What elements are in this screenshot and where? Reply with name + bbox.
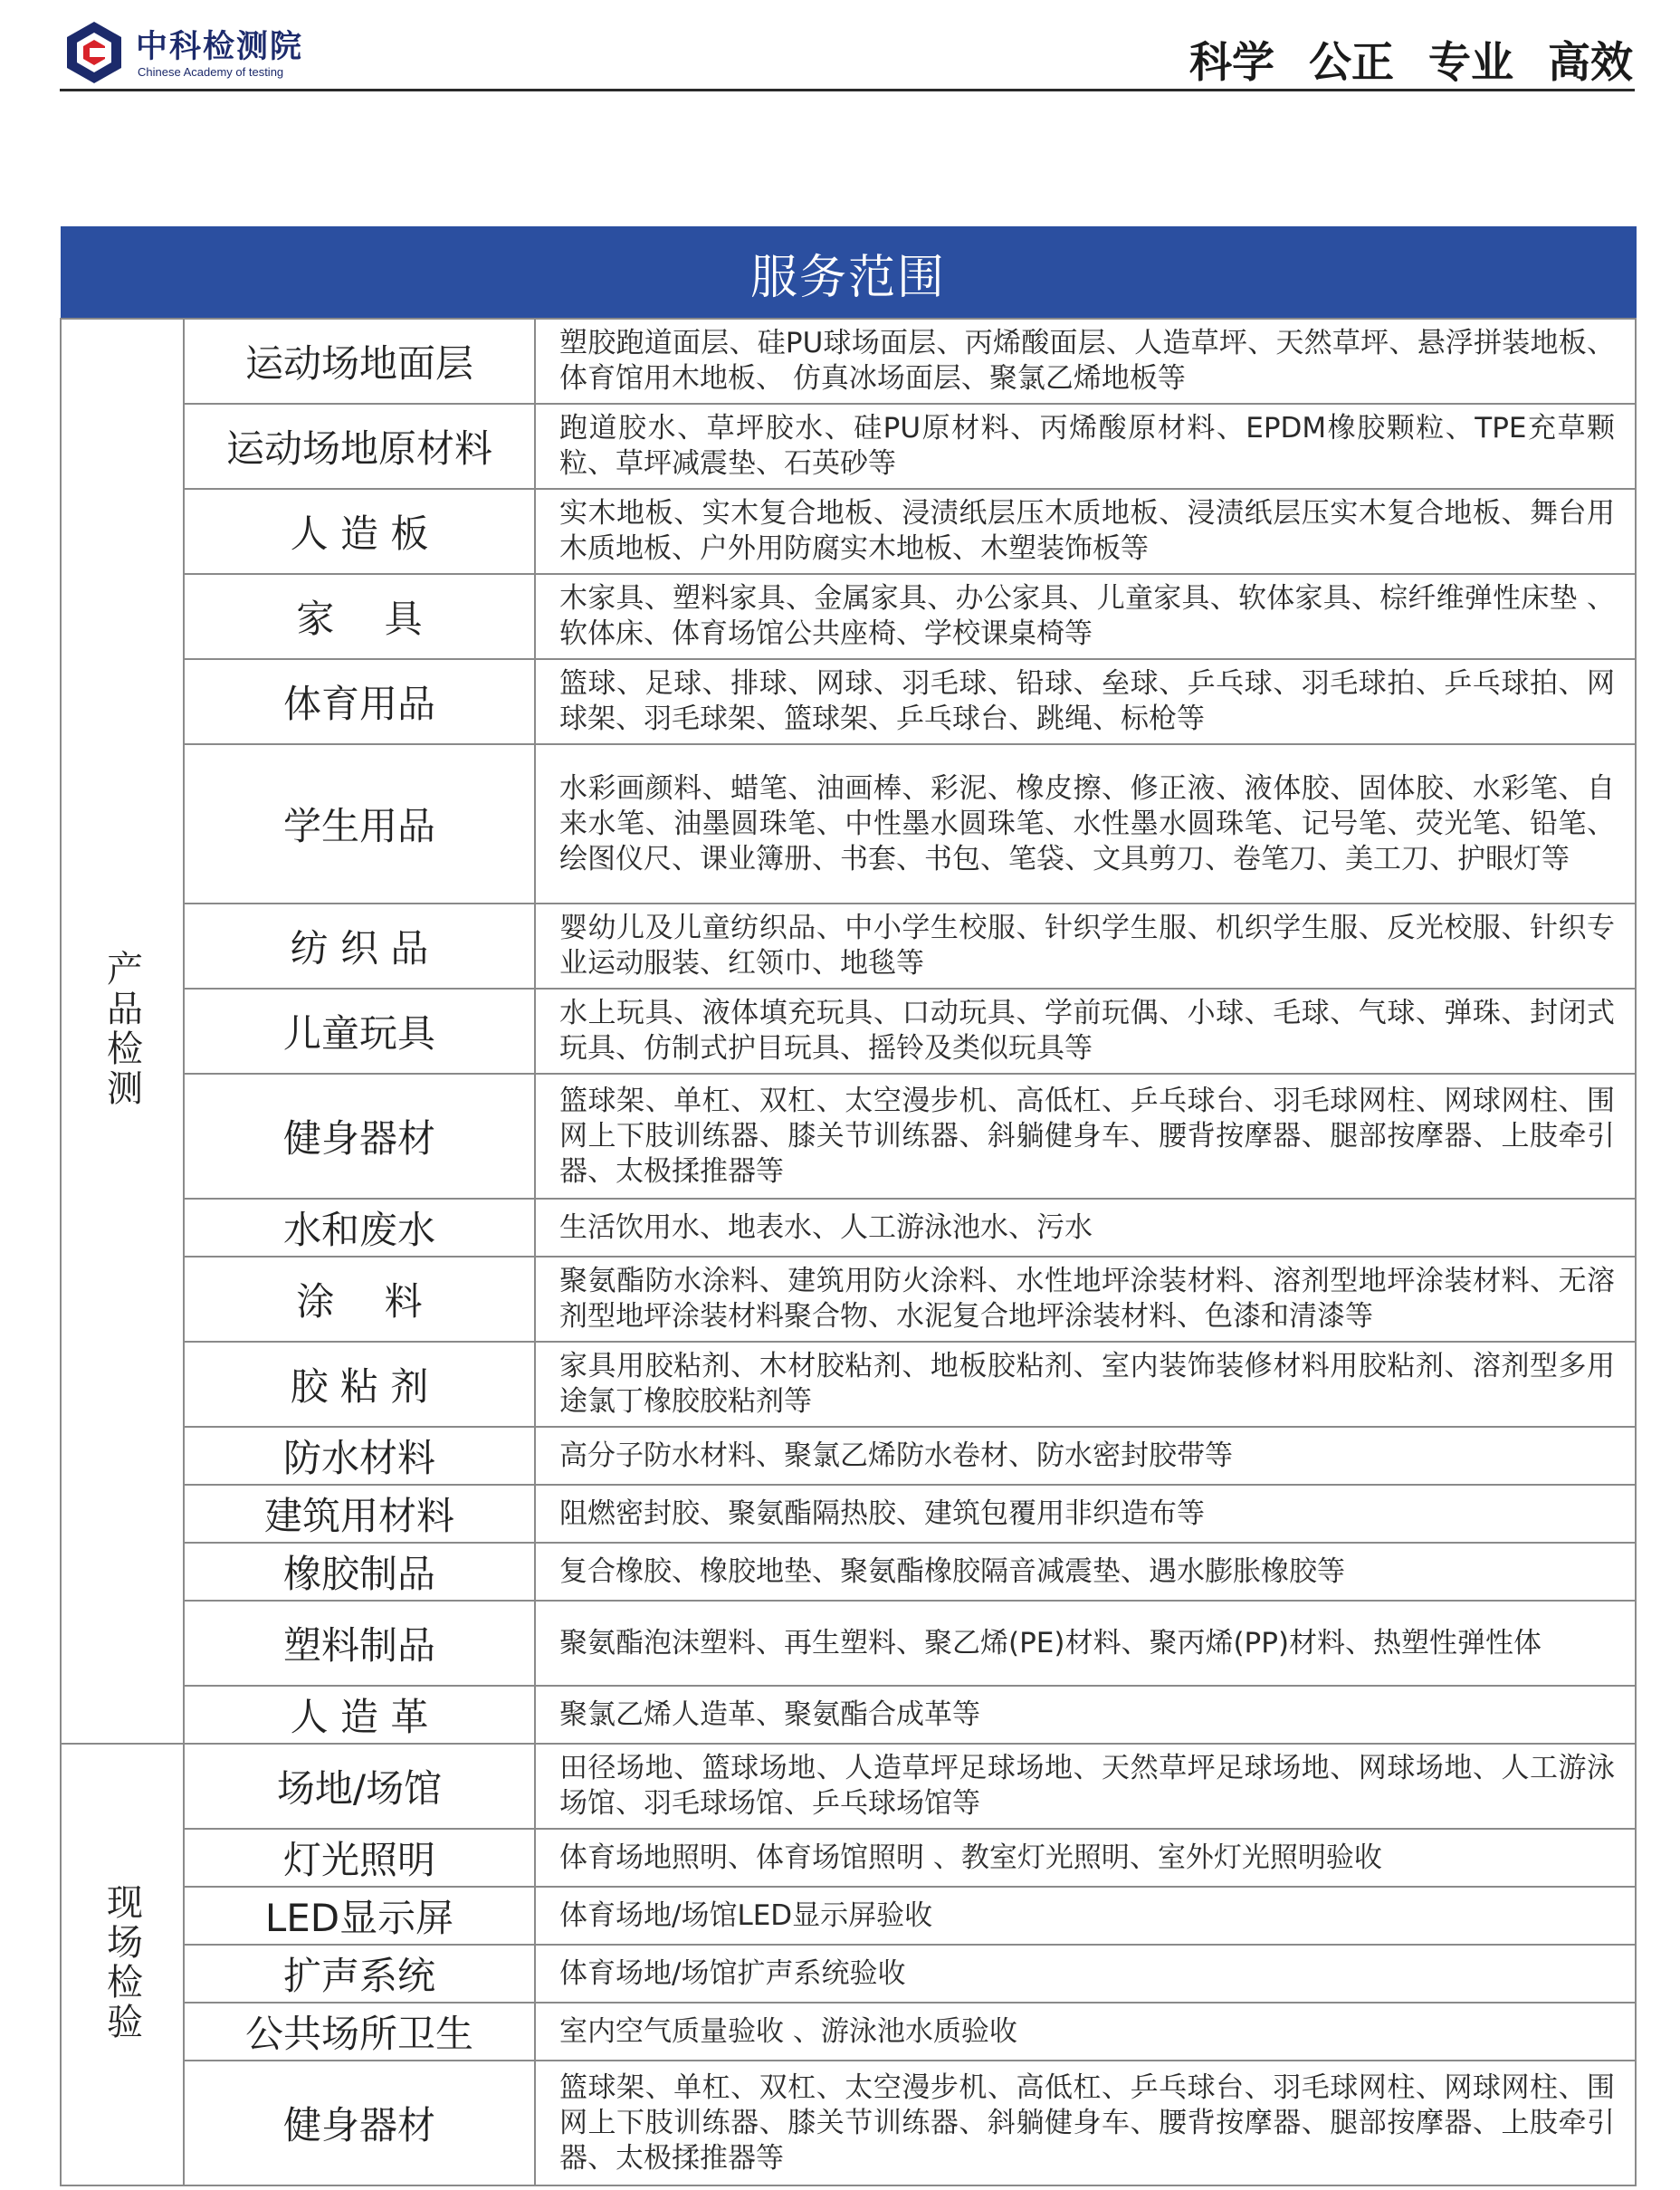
service-item-description: 篮球架、单杠、双杠、太空漫步机、高低杠、乒乓球台、羽毛球网柱、网球网柱、围网上下肢训练器、膝关节训练器、斜躺健身车、腰背按摩器、腿部按摩器、上肢牵引器、太极揉推器等 [535,2061,1636,2185]
table-row [61,904,1636,989]
service-item-name: 体育用品 [184,659,535,744]
service-item-name: 学生用品 [184,744,535,904]
service-item-description: 水彩画颜料、蜡笔、油画棒、彩泥、橡皮擦、修正液、液体胶、固体胶、水彩笔、自来水笔、油墨圆珠笔、中性墨水圆珠笔、水性墨水圆珠笔、记号笔、荧光笔、铅笔、绘图仪尺、课业簿册、书套、书包、笔袋、文具剪刀、卷笔刀、美工刀、护眼灯等 [535,744,1636,904]
service-scope-table [60,226,1637,2186]
brand-name: 中科检测院 [136,29,304,65]
table-row [61,1074,1636,1199]
service-item-name: LED显示屏 [184,1887,535,1945]
table-row [61,1601,1636,1686]
service-item-description: 复合橡胶、橡胶地垫、聚氨酯橡胶隔音减震垫、遇水膨胀橡胶等 [535,1543,1636,1601]
header-divider [60,89,1635,91]
table-row [61,1342,1636,1427]
service-item-description: 体育场地照明、体育场馆照明 、教室灯光照明、室外灯光照明验收 [535,1829,1636,1887]
service-item-name: 人 造 板 [184,489,535,574]
service-item-name: 家 具 [184,574,535,659]
service-item-name: 场地/场馆 [184,1744,535,1829]
service-item-name: 运动场地原材料 [184,404,535,489]
table-row [61,2061,1636,2185]
service-item-description: 实木地板、实木复合地板、浸渍纸层压木质地板、浸渍纸层压实木复合地板、舞台用木质地板、户外用防腐实木地板、木塑装饰板等 [535,489,1636,574]
service-item-description: 篮球、足球、排球、网球、羽毛球、铅球、垒球、乒乓球、羽毛球拍、乒乓球拍、网球架、羽毛球架、篮球架、乒乓球台、跳绳、标枪等 [535,659,1636,744]
table-row [61,989,1636,1074]
service-item-description: 聚氨酯泡沫塑料、再生塑料、聚乙烯(PE)材料、聚丙烯(PP)材料、热塑性弹性体 [535,1601,1636,1686]
table-row [61,1744,1636,1829]
table-row [61,1887,1636,1945]
service-item-description: 跑道胶水、草坪胶水、硅PU原材料、丙烯酸原材料、EPDM橡胶颗粒、TPE充草颗粒、草坪减震垫、石英砂等 [535,404,1636,489]
slogan-word: 专业 [1428,38,1513,88]
service-item-name: 建筑用材料 [184,1485,535,1543]
service-item-name: 橡胶制品 [184,1543,535,1601]
service-item-description: 篮球架、单杠、双杠、太空漫步机、高低杠、乒乓球台、羽毛球网柱、网球网柱、围网上下肢训练器、膝关节训练器、斜躺健身车、腰背按摩器、腿部按摩器、上肢牵引器、太极揉推器等 [535,1074,1636,1199]
slogan-word: 公正 [1309,38,1394,88]
category-group-cell [61,319,184,1744]
service-item-description: 田径场地、篮球场地、人造草坪足球场地、天然草坪足球场地、网球场地、人工游泳场馆、羽毛球场馆、乒乓球场馆等 [535,1744,1636,1829]
service-item-name: 涂 料 [184,1257,535,1342]
table-row [61,1485,1636,1543]
service-item-description: 体育场地/场馆LED显示屏验收 [535,1887,1636,1945]
service-item-description: 塑胶跑道面层、硅PU球场面层、丙烯酸面层、人造草坪、天然草坪、悬浮拼装地板、体育馆用木地板、 仿真冰场面层、聚氯乙烯地板等 [535,319,1636,404]
page-header [0,0,1680,91]
service-scope-table-container [60,226,1635,2186]
service-item-description: 生活饮用水、地表水、人工游泳池水、污水 [535,1199,1636,1257]
service-item-description: 阻燃密封胶、聚氨酯隔热胶、建筑包覆用非织造布等 [535,1485,1636,1543]
table-row [61,1427,1636,1485]
service-item-description: 家具用胶粘剂、木材胶粘剂、地板胶粘剂、室内装饰装修材料用胶粘剂、溶剂型多用途氯丁橡胶胶粘剂等 [535,1342,1636,1427]
slogan [1189,29,1633,90]
service-item-name: 纺 织 品 [184,904,535,989]
table-row [61,1686,1636,1744]
service-item-name: 健身器材 [184,1074,535,1199]
service-item-description: 水上玩具、液体填充玩具、口动玩具、学前玩偶、小球、毛球、气球、弹珠、封闭式玩具、仿制式护目玩具、摇铃及类似玩具等 [535,989,1636,1074]
table-row [61,319,1636,404]
table-row [61,1945,1636,2003]
service-item-name: 健身器材 [184,2061,535,2185]
service-item-name: 防水材料 [184,1427,535,1485]
brand-subtitle: Chinese Academy of testing [138,65,284,79]
service-item-description: 高分子防水材料、聚氯乙烯防水卷材、防水密封胶带等 [535,1427,1636,1485]
table-row [61,2003,1636,2061]
table-row [61,1199,1636,1257]
table-row [61,574,1636,659]
table-row [61,659,1636,744]
table-title: 服务范围 [61,227,1636,320]
service-item-description: 体育场地/场馆扩声系统验收 [535,1945,1636,2003]
service-item-description: 婴幼儿及儿童纺织品、中小学生校服、针织学生服、机织学生服、反光校服、针织专业运动服装、红领巾、地毯等 [535,904,1636,989]
service-item-description: 聚氯乙烯人造革、聚氨酯合成革等 [535,1686,1636,1744]
slogan-word: 高效 [1548,38,1633,88]
service-item-description: 室内空气质量验收 、游泳池水质验收 [535,2003,1636,2061]
service-item-name: 儿童玩具 [184,989,535,1074]
service-item-description: 木家具、塑料家具、金属家具、办公家具、儿童家具、软体家具、棕纤维弹性床垫 、软体床、体育场馆公共座椅、学校课桌椅等 [535,574,1636,659]
company-logo-icon [62,20,127,85]
slogan-word: 科学 [1189,38,1274,88]
service-item-name: 人 造 革 [184,1686,535,1744]
table-body [61,319,1636,2185]
category-group-label: 现场检验 [100,1883,143,2042]
service-item-name: 公共场所卫生 [184,2003,535,2061]
table-row [61,489,1636,574]
service-item-name: 水和废水 [184,1199,535,1257]
category-group-label: 产品检测 [100,950,143,1109]
category-group-cell [61,1744,184,2185]
service-item-name: 灯光照明 [184,1829,535,1887]
table-row [61,1829,1636,1887]
service-item-description: 聚氨酯防水涂料、建筑用防火涂料、水性地坪涂装材料、溶剂型地坪涂装材料、无溶剂型地坪涂装材料聚合物、水泥复合地坪涂装材料、色漆和清漆等 [535,1257,1636,1342]
service-item-name: 胶 粘 剂 [184,1342,535,1427]
service-item-name: 运动场地面层 [184,319,535,404]
table-row [61,1257,1636,1342]
service-item-name: 塑料制品 [184,1601,535,1686]
table-row [61,404,1636,489]
table-row [61,744,1636,904]
service-item-name: 扩声系统 [184,1945,535,2003]
table-row [61,1543,1636,1601]
